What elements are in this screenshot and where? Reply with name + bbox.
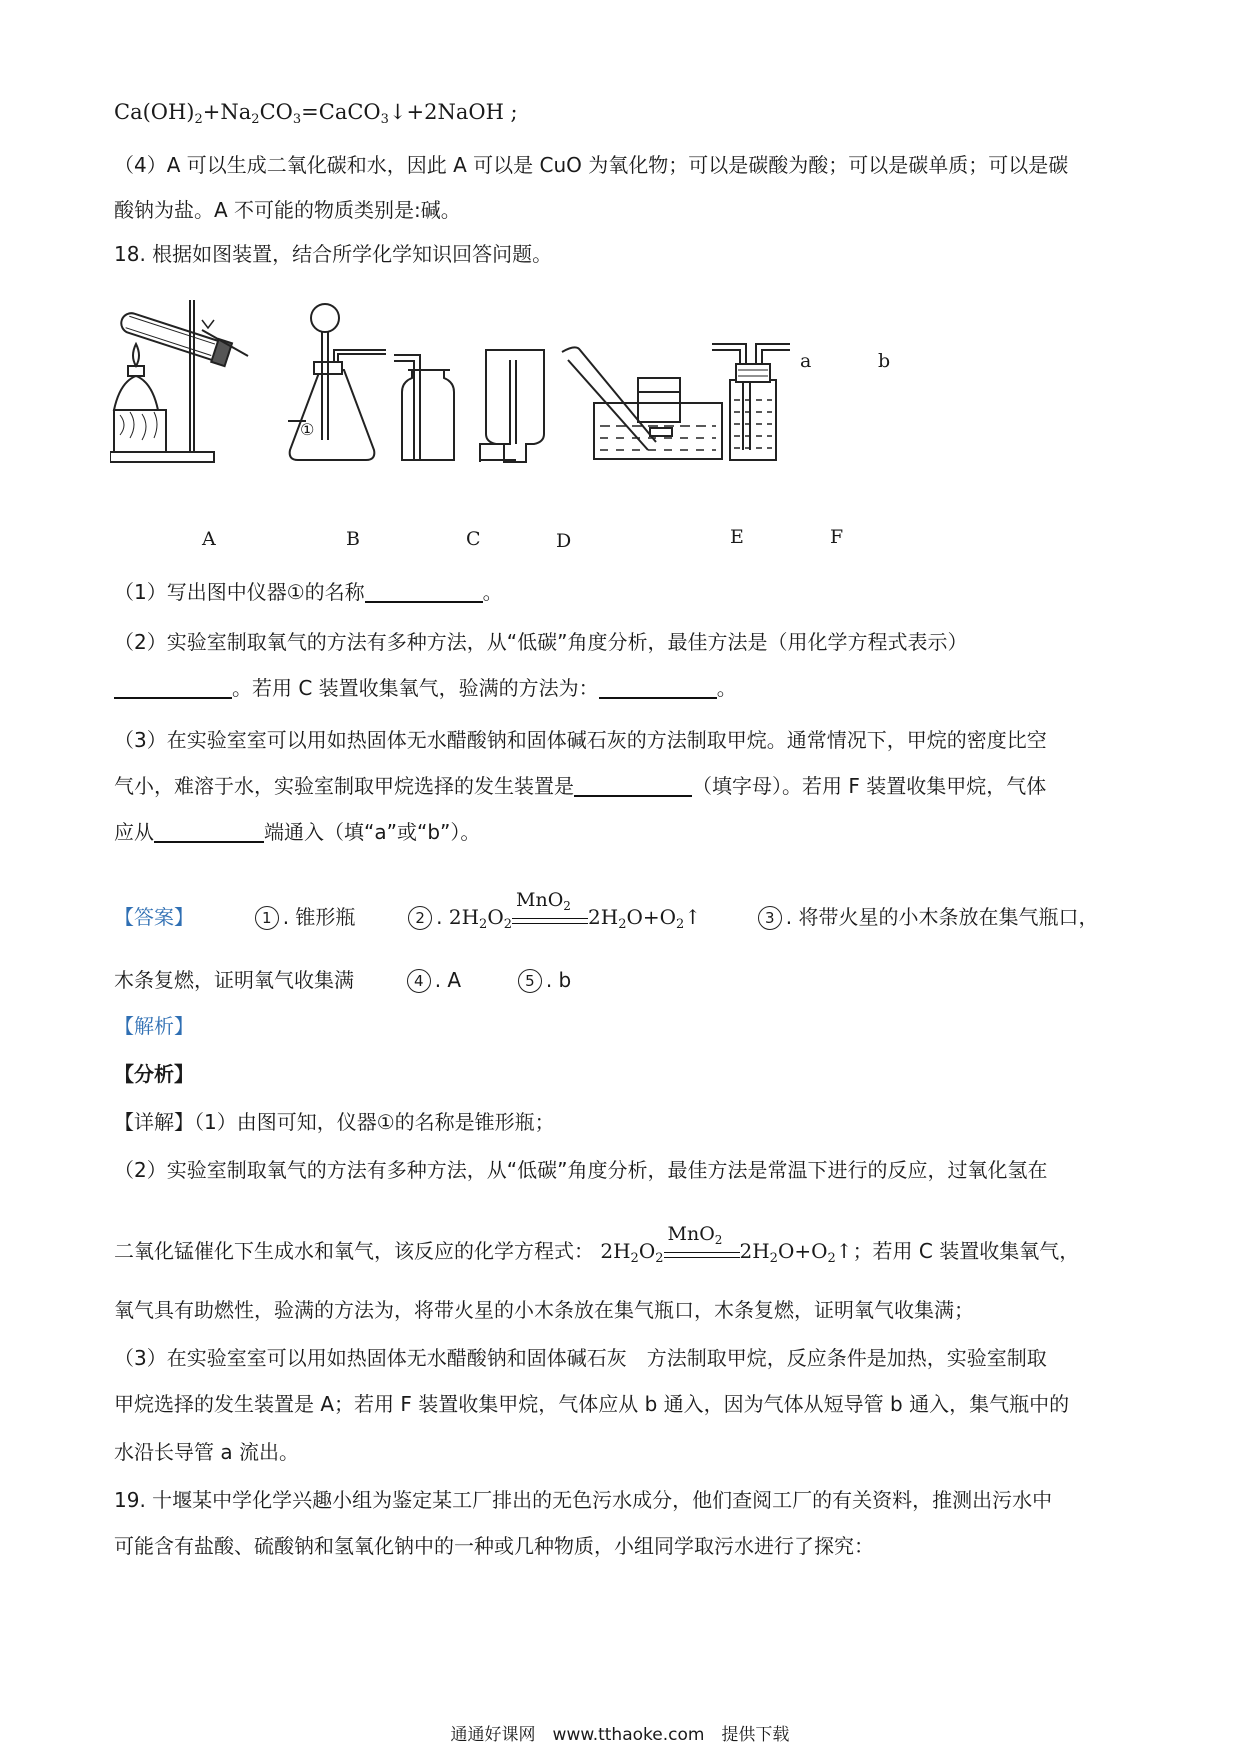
- blank-5: [154, 819, 264, 843]
- equation: $2H_2O_2$ MnO$_2$ $2H_2O+O_2↑$: [448, 889, 702, 932]
- apparatus-figure: [110, 300, 910, 510]
- circled-1: 1: [255, 906, 279, 930]
- question-19: 19. 十堰某中学化学兴趣小组为鉴定某工厂排出的无色污水成分，他们查阅工厂的有关资料，推测出污水中: [114, 1488, 1053, 1512]
- blank-3: [599, 675, 717, 699]
- circled-label: ①: [300, 420, 315, 439]
- analysis-tag: 【解析】: [114, 1014, 194, 1038]
- blank-4: [574, 773, 692, 797]
- detail-3-cont2: 水沿长导管 a 流出。: [114, 1440, 299, 1464]
- label-F: F: [830, 526, 844, 548]
- q18-part1: （1）写出图中仪器①的名称 。: [114, 580, 503, 604]
- answer-line: 【答案】 1 . 锥形瓶 2 . $2H_2O_2$ MnO$_2$ $2H_2O+O_2↑$ 3 . 将带火星的小木条放在集气瓶口，: [114, 889, 1099, 932]
- label-B: B: [346, 528, 360, 550]
- label-E: E: [730, 526, 744, 548]
- circled-4: 4: [407, 969, 431, 993]
- circled-3: 3: [758, 906, 782, 930]
- q18-part2: （2）实验室制取氧气的方法有多种方法，从“低碳”角度分析，最佳方法是（用化学方程式表示）: [114, 630, 968, 654]
- answer-tag: 【答案】: [114, 905, 194, 929]
- q18-part2-cont: 。若用 C 装置收集氧气，验满的方法为： 。: [114, 674, 737, 702]
- detail-1: 【详解】（1）由图可知，仪器①的名称是锥形瓶；: [114, 1110, 555, 1134]
- q18-part3-cont: 气小，难溶于水，实验室制取甲烷选择的发生装置是 （填字母）。若用 F 装置收集甲烷，气体: [114, 774, 1047, 798]
- q18-part3: （3）在实验室室可以用如热固体无水醋酸钠和固体碱石灰的方法制取甲烷。通常情况下，甲烷的密度比空: [114, 728, 1047, 752]
- label-C: C: [466, 528, 481, 550]
- label-A: A: [202, 528, 216, 550]
- label-b: b: [878, 350, 891, 372]
- equation-line: $Ca(OH)_2+Na_2CO_3=CaCO_3↓+2NaOH$ ;: [114, 100, 518, 127]
- detail-3: （3）在实验室室可以用如热固体无水醋酸钠和固体碱石灰 方法制取甲烷，反应条件是加热，实验室制取: [114, 1346, 1047, 1370]
- detail-2-cont: 氧气具有助燃性，验满的方法为，将带火星的小木条放在集气瓶口，木条复燃，证明氧气收集满；: [114, 1298, 974, 1322]
- label-a: a: [800, 350, 812, 372]
- fenxi-tag: 【分析】: [114, 1062, 194, 1086]
- answer-line-2: 木条复燃，证明氧气收集满 4 . A 5 . b: [114, 968, 572, 992]
- question-18: 18. 根据如图装置，结合所学化学知识回答问题。: [114, 242, 553, 266]
- equation-2: $2H_2O_2$ MnO$_2$ $2H_2O+O_2↑$: [600, 1223, 853, 1266]
- blank-2: [114, 675, 232, 699]
- text-line: 酸钠为盐。A 不可能的物质类别是:碱。: [114, 198, 461, 222]
- detail-3-cont: 甲烷选择的发生装置是 A；若用 F 装置收集甲烷，气体应从 b 通入，因为气体从短导管 b 通入，集气瓶中的: [114, 1392, 1070, 1416]
- detail-2: （2）实验室制取氧气的方法有多种方法，从“低碳”角度分析，最佳方法是常温下进行的反应，过氧化氢在: [114, 1158, 1048, 1182]
- question-19-cont: 可能含有盐酸、硫酸钠和氢氧化钠中的一种或几种物质，小组同学取污水进行了探究：: [114, 1534, 874, 1558]
- circled-2: 2: [408, 906, 432, 930]
- detail-2-eq: 二氧化锰催化下生成水和氧气，该反应的化学方程式： $2H_2O_2$ MnO$_2$ $2H_2O+O_2↑$；若用 C 装置收集氧气，: [114, 1223, 1080, 1266]
- label-D: D: [556, 530, 572, 552]
- blank-1: [365, 579, 483, 603]
- footer: 通通好课网 www.tthaoke.com 提供下载: [450, 1725, 790, 1745]
- text-line: （4）A 可以生成二氧化碳和水，因此 A 可以是 CuO 为氧化物；可以是碳酸为酸；可以是碳单质；可以是碳: [114, 153, 1069, 177]
- q18-part3-cont2: 应从 端通入（填“a”或“b”）。: [114, 820, 481, 844]
- circled-5: 5: [518, 969, 542, 993]
